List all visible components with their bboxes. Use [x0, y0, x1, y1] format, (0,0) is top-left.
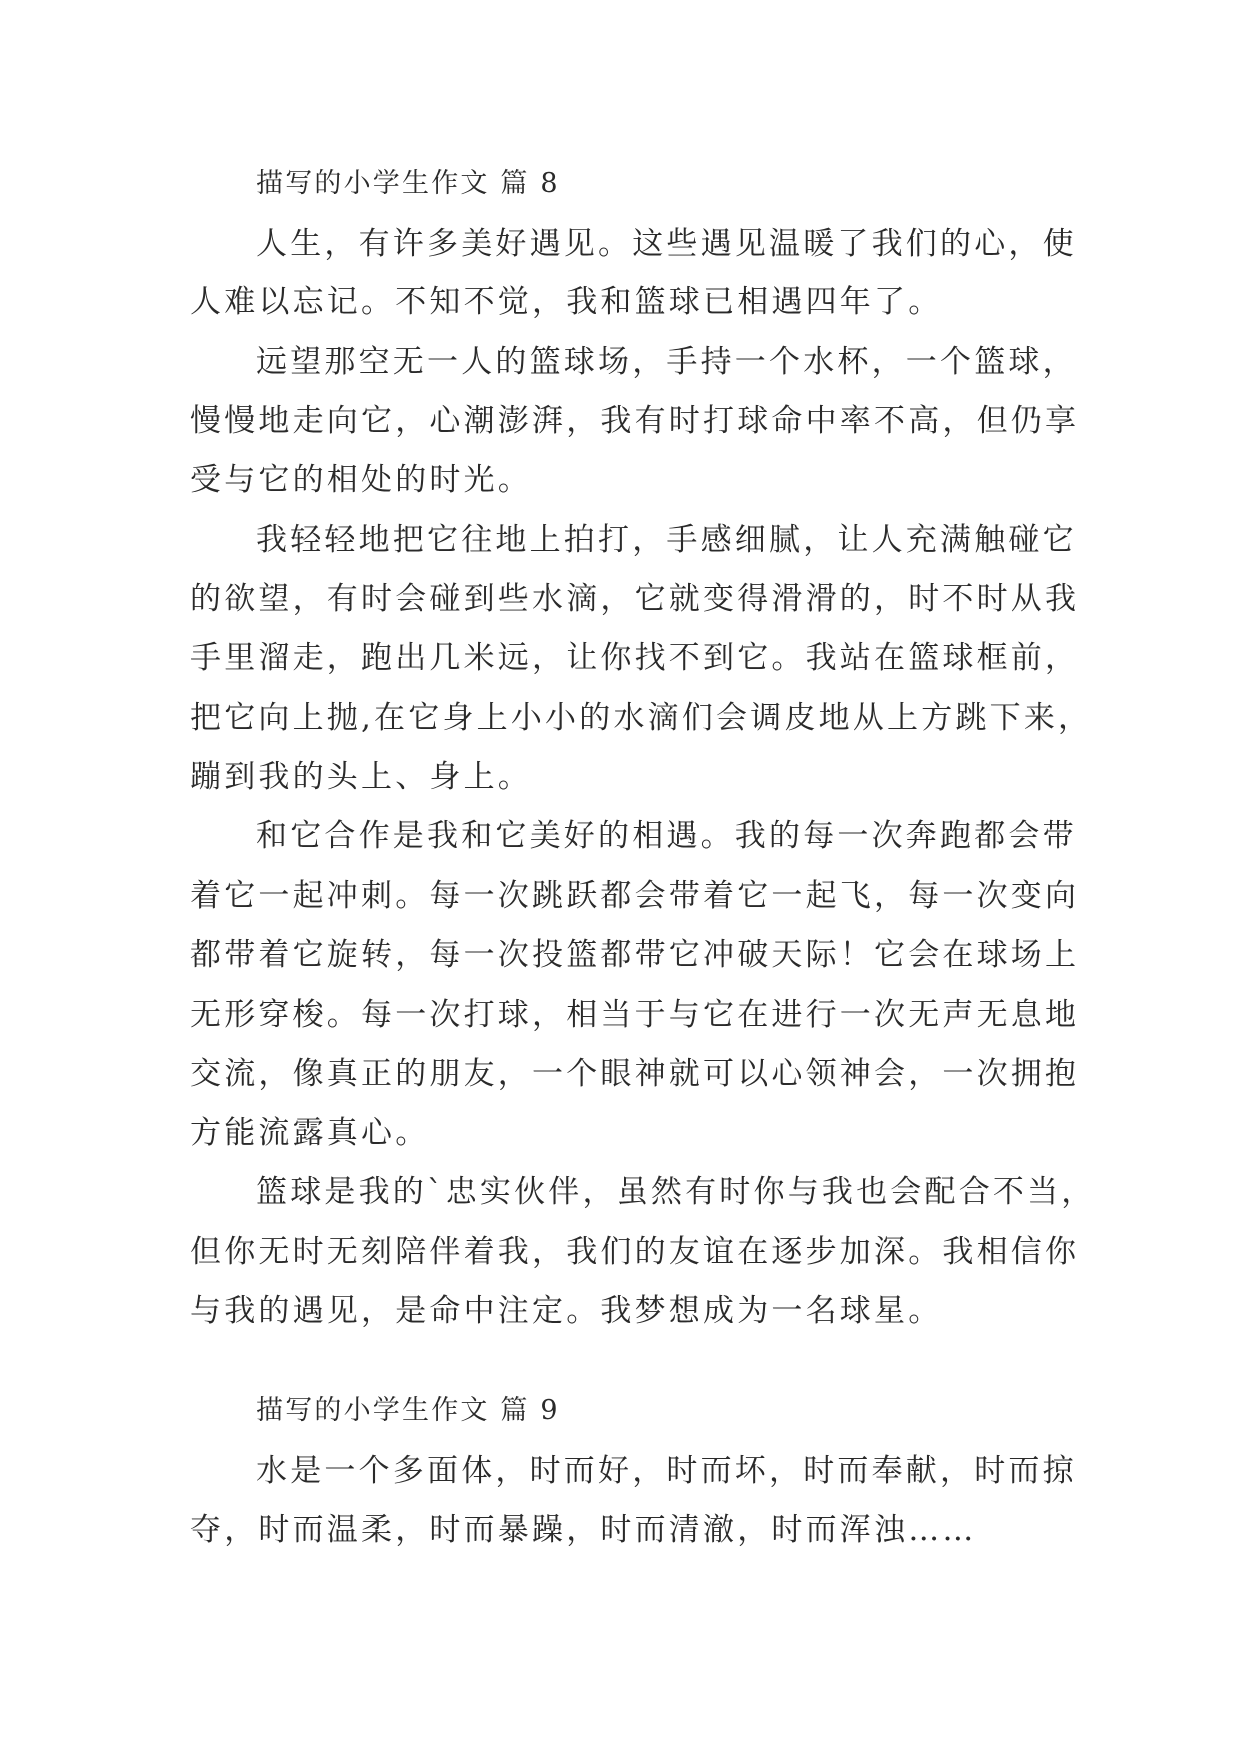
paragraph-line: 慢慢地走向它，心潮澎湃，我有时打球命中率不高，但仍享	[190, 403, 1080, 439]
paragraph-line: 蹦到我的头上、身上。	[190, 759, 532, 795]
paragraph-line: 受与它的相处的时光。	[190, 462, 532, 498]
paragraph-line: 夺，时而温柔，时而暴躁，时而清澈，时而浑浊……	[190, 1512, 977, 1548]
paragraph-line: 都带着它旋转，每一次投篮都带它冲破天际！它会在球场上	[190, 937, 1080, 973]
paragraph-line: 远望那空无一人的篮球场，手持一个水杯，一个篮球，	[256, 344, 1077, 380]
paragraph-line: 的欲望，有时会碰到些水滴，它就变得滑滑的，时不时从我	[190, 581, 1080, 617]
paragraph-line: 水是一个多面体，时而好，时而坏，时而奉献，时而掠	[256, 1453, 1077, 1489]
paragraph-line: 人生，有许多美好遇见。这些遇见温暖了我们的心，使	[256, 226, 1077, 262]
paragraph-line: 手里溜走，跑出几米远，让你找不到它。我站在篮球框前，	[190, 640, 1080, 676]
paragraph-line: 着它一起冲刺。每一次跳跃都会带着它一起飞，每一次变向	[190, 878, 1080, 914]
essay-heading-9: 描写的小学生作文 篇 9	[256, 1395, 560, 1426]
paragraph-line: 方能流露真心。	[190, 1115, 430, 1151]
paragraph-line: 无形穿梭。每一次打球，相当于与它在进行一次无声无息地	[190, 997, 1080, 1033]
paragraph-line: 我轻轻地把它往地上拍打，手感细腻，让人充满触碰它	[256, 522, 1077, 558]
paragraph-line: 篮球是我的`忠实伙伴，虽然有时你与我也会配合不当，	[256, 1174, 1096, 1210]
paragraph-line: 交流，像真正的朋友，一个眼神就可以心领神会，一次拥抱	[190, 1056, 1080, 1092]
paragraph-line: 但你无时无刻陪伴着我，我们的友谊在逐步加深。我相信你	[190, 1234, 1080, 1270]
paragraph-line: 人难以忘记。不知不觉，我和篮球已相遇四年了。	[190, 284, 943, 320]
paragraph-line: 与我的遇见，是命中注定。我梦想成为一名球星。	[190, 1293, 943, 1329]
essay-heading-8: 描写的小学生作文 篇 8	[256, 168, 560, 199]
paragraph-line: 和它合作是我和它美好的相遇。我的每一次奔跑都会带	[256, 818, 1077, 854]
paragraph-line: 把它向上抛,在它身上小小的水滴们会调皮地从上方跳下来，	[190, 700, 1093, 736]
